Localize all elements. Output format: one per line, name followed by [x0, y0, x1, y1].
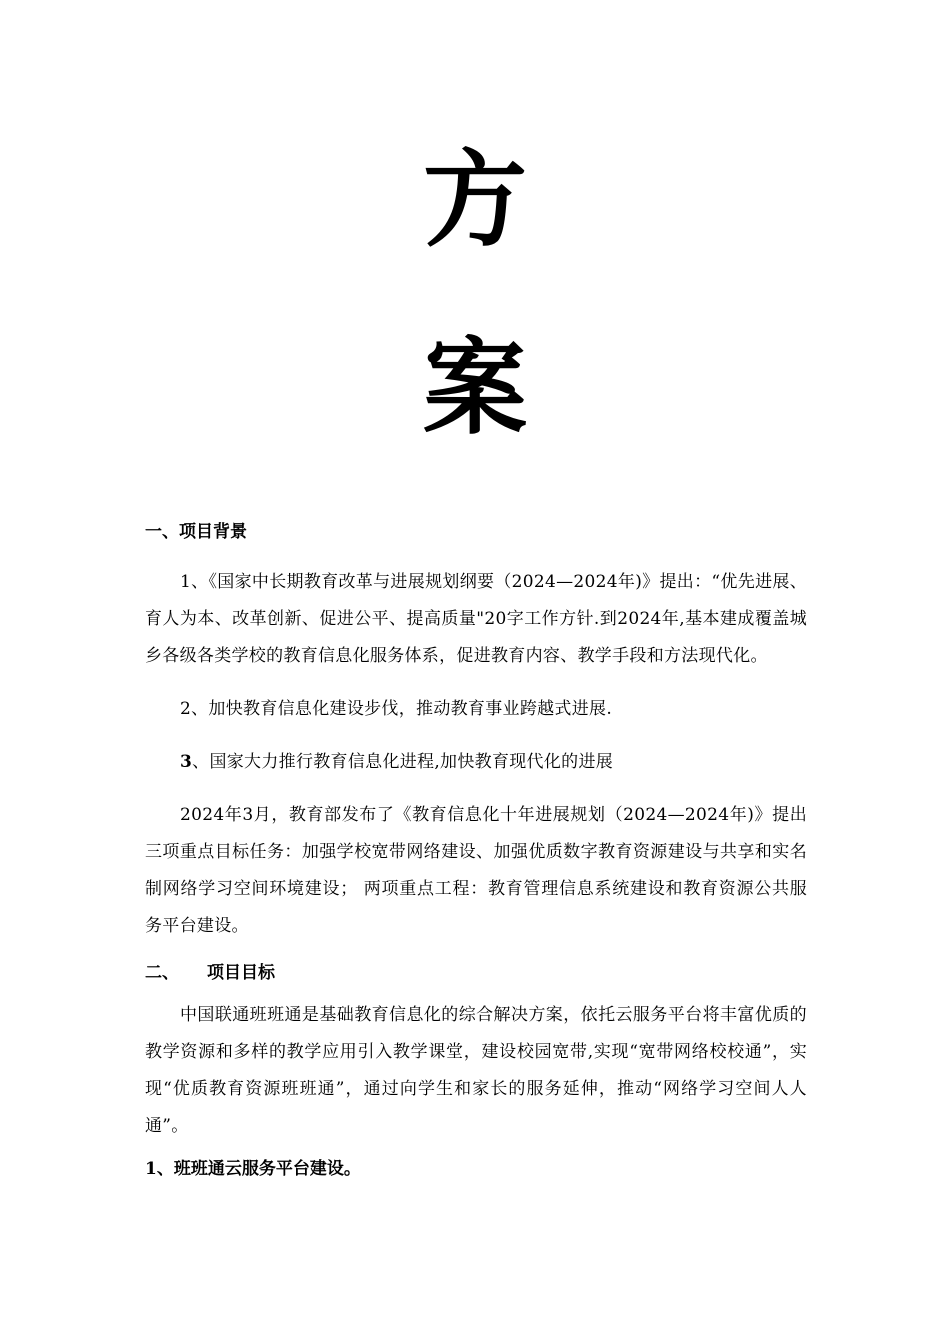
- paragraph-background-3: [145, 744, 807, 781]
- paragraph-background-4: 2024年3月，教育部发布了《教育信息化十年进展规划（2024—2024年)》提出三项重点目标任务：加强学校宽带网络建设、加强优质数字教育资源建设与共享和实名制网络学习空间环境建设； 两项重点工程：教育管理信息系统建设和教育资源公共服务平台建设。: [145, 805, 807, 936]
- paragraph-goals-1: 中国联通班班通是基础教育信息化的综合解决方案，依托云服务平台将丰富优质的教学资源和多样的教学应用引入教学课堂，建设校园宽带,实现“宽带网络校校通”，实现“优质教育资源班班通”，通过向学生和家长的服务延伸，推动“网络学习空间人人通”。: [145, 1005, 807, 1136]
- section-heading-background: 一、项目背景: [145, 522, 247, 542]
- paragraph-background-1: 1、《国家中长期教育改革与进展规划纲要（2024—2024年)》提出：“优先进展、育人为本、改革创新、促进公平、提高质量"20字工作方针.到2024年,基本建成覆盖城乡各级各类学校的教育信息化服务体系，促进教育内容、教学手段和方法现代化。: [145, 572, 807, 666]
- paragraph-3-number: 3: [180, 752, 193, 772]
- title-char-2: 案: [422, 326, 527, 449]
- title-char-1: 方: [422, 138, 527, 261]
- document-body: [145, 518, 807, 1183]
- section-heading-goals: [145, 959, 807, 987]
- section-2-number: 二、: [145, 963, 179, 983]
- paragraph-3-text: 、国家大力推行教育信息化进程,加快教育现代化的进展: [192, 752, 614, 772]
- section-2-title: 项目目标: [207, 963, 275, 983]
- sub-heading-platform: 1、班班通云服务平台建设。: [145, 1159, 361, 1179]
- paragraph-background-2: 2、加快教育信息化建设步伐，推动教育事业跨越式进展.: [180, 699, 613, 719]
